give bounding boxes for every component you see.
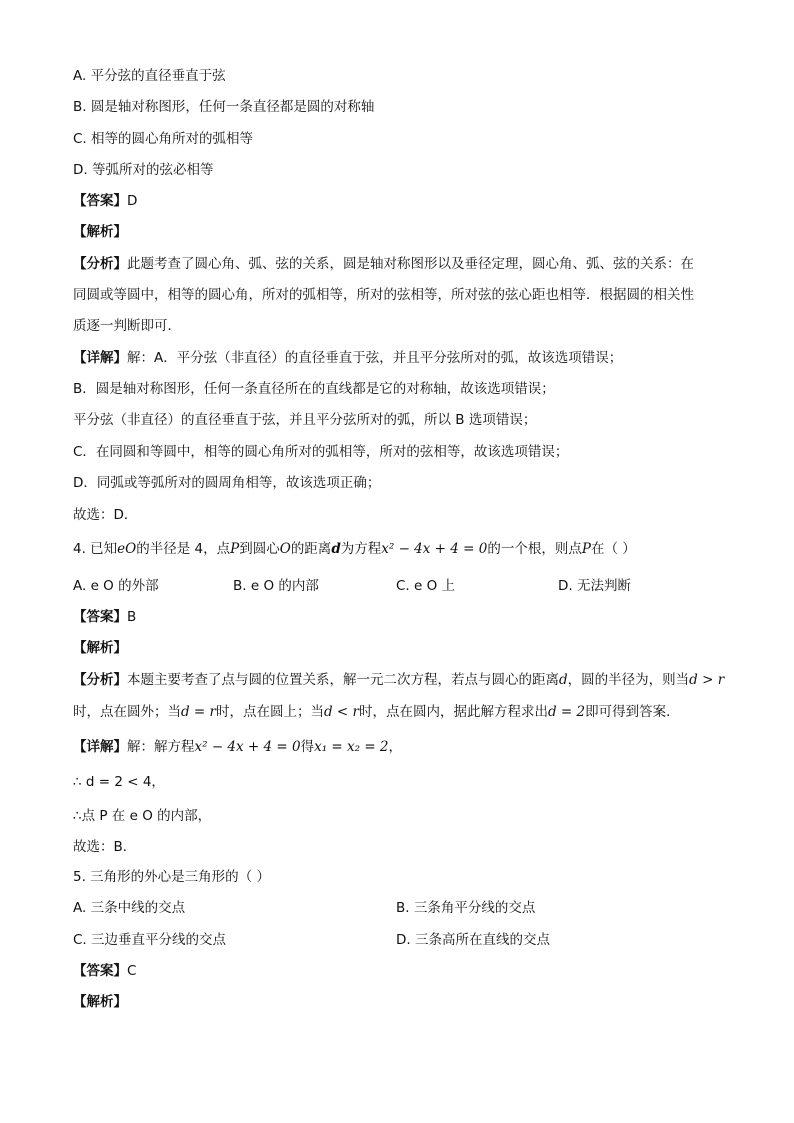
q5-stem: 5. 三角形的外心是三角形的（ ） xyxy=(73,869,270,885)
equation: x₁ = x₂ = 2 xyxy=(314,739,389,755)
q3-option-b: B. 圆是轴对称图形，任何一条直径都是圆的对称轴 xyxy=(73,99,375,115)
xiangjie-text: 解：解方程 xyxy=(127,739,195,755)
q4-option-c: C. e O 上 xyxy=(396,578,456,594)
stem-part: 为方程 xyxy=(340,541,382,557)
circle-symbol: e xyxy=(117,541,126,557)
stem-part: 到圆心 xyxy=(239,541,280,557)
fenxi-tag: 【分析】 xyxy=(73,672,127,688)
q4-option-d: D. 无法判断 xyxy=(558,578,631,594)
q3-option-d: D. 等弧所对的弦必相等 xyxy=(73,162,214,178)
xiangjie-text: ， xyxy=(388,739,403,755)
equation: x² − 4x + 4 = 0 xyxy=(194,739,301,755)
fenxi-tag: 【分析】 xyxy=(73,256,127,272)
xiangjie-tag: 【详解】 xyxy=(73,739,127,755)
q3-xiangjie-line-5: D．同弧或等弧所对的圆周角相等，故该选项正确； xyxy=(73,475,381,491)
q3-xiangjie-line-6: 故选：D． xyxy=(73,507,138,523)
math-var: O xyxy=(279,541,291,557)
q3-xiangjie-line-3: 平分弦（非直径）的直径垂直于弦，并且平分弦所对的弧，所以 B 选项错误； xyxy=(73,412,537,428)
q5-analysis-heading: 【解析】 xyxy=(73,994,127,1010)
q4-xiangjie-line-1 xyxy=(73,737,402,757)
equation: d = r xyxy=(181,704,216,720)
q3-fenxi-line-2: 同圆或等圆中，相等的圆心角，所对的弧相等，所对的弦相等，所对弦的弦心距也相等．根据圆的相关性 xyxy=(73,287,694,303)
fenxi-text: 时，点在圆内，据此解方程求出 xyxy=(359,704,548,720)
q3-fenxi-line-1 xyxy=(73,254,694,274)
answer-value: B xyxy=(127,609,137,625)
math-var: O xyxy=(125,541,137,557)
xiangjie-text: 解：A．平分弦（非直径）的直径垂直于弦，并且平分弦所对的弧，故该选项错误； xyxy=(127,350,623,366)
q4-answer xyxy=(73,607,136,627)
q3-xiangjie-line-2: B．圆是轴对称图形，任何一条直径所在的直线都是它的对称轴，故该选项错误； xyxy=(73,381,555,397)
math-var: P xyxy=(581,541,591,557)
math-var: P xyxy=(230,541,240,557)
q3-analysis-heading: 【解析】 xyxy=(73,224,127,240)
xiangjie-tag: 【详解】 xyxy=(73,350,127,366)
equation: x² − 4x + 4 = 0 xyxy=(381,541,488,557)
math-var: d xyxy=(331,541,341,557)
stem-part: 的距离 xyxy=(290,541,332,557)
q3-xiangjie-line-1 xyxy=(73,348,622,368)
equation: d = 2 xyxy=(548,704,586,720)
fenxi-text: 时，点在圆上；当 xyxy=(216,704,324,720)
q5-answer xyxy=(73,961,136,981)
q4-stem xyxy=(73,539,636,559)
q5-option-b: B. 三条角平分线的交点 xyxy=(396,900,536,916)
answer-tag: 【答案】 xyxy=(73,193,127,209)
q4-fenxi-line-2 xyxy=(73,702,680,722)
math-var: d xyxy=(559,672,568,688)
xiangjie-text: 得 xyxy=(300,739,315,755)
q3-option-c: C. 相等的圆心角所对的弧相等 xyxy=(73,131,254,147)
q4-option-a: A. e O 的外部 xyxy=(73,578,159,594)
fenxi-text: ，圆的半径为，则当 xyxy=(567,672,690,688)
answer-value: C xyxy=(127,963,137,979)
fenxi-text: 本题主要考查了点与圆的位置关系，解一元二次方程，若点与圆心的距离 xyxy=(127,672,559,688)
q4-option-b: B. e O 的内部 xyxy=(233,578,319,594)
q3-option-a: A. 平分弦的直径垂直于弦 xyxy=(73,68,226,84)
q4-xiangjie-line-2: ∴ d = 2 < 4， xyxy=(73,774,165,790)
stem-part: 的一个根，则点 xyxy=(487,541,582,557)
q5-option-d: D. 三条高所在直线的交点 xyxy=(396,932,550,948)
q5-option-c: C. 三边垂直平分线的交点 xyxy=(73,932,227,948)
stem-part: 4. 已知 xyxy=(73,541,118,557)
stem-part: 在（ ） xyxy=(590,541,636,557)
answer-tag: 【答案】 xyxy=(73,609,127,625)
q5-option-a: A. 三条中线的交点 xyxy=(73,900,186,916)
q4-analysis-heading: 【解析】 xyxy=(73,640,127,656)
fenxi-text: 时，点在圆外；当 xyxy=(73,704,181,720)
inequality: d < r xyxy=(324,704,359,720)
q4-xiangjie-line-4: 故选：B． xyxy=(73,839,137,855)
q3-answer xyxy=(73,191,137,211)
inequality: d > r xyxy=(689,672,725,688)
q3-fenxi-line-3: 质逐一判断即可． xyxy=(73,318,181,334)
q4-xiangjie-line-3: ∴点 P 在 e O 的内部， xyxy=(73,808,212,824)
fenxi-text: 此题考查了圆心角、弧、弦的关系，圆是轴对称图形以及垂径定理，圆心角、弧、弦的关系：在 xyxy=(127,256,694,272)
answer-tag: 【答案】 xyxy=(73,963,127,979)
q4-fenxi-line-1 xyxy=(73,670,724,690)
answer-value: D xyxy=(127,193,138,209)
q3-xiangjie-line-4: C．在同圆和等圆中，相等的圆心角所对的弧相等，所对的弦相等，故该选项错误； xyxy=(73,444,569,460)
stem-part: 的半径是 4，点 xyxy=(136,541,231,557)
fenxi-text: 即可得到答案． xyxy=(585,704,680,720)
